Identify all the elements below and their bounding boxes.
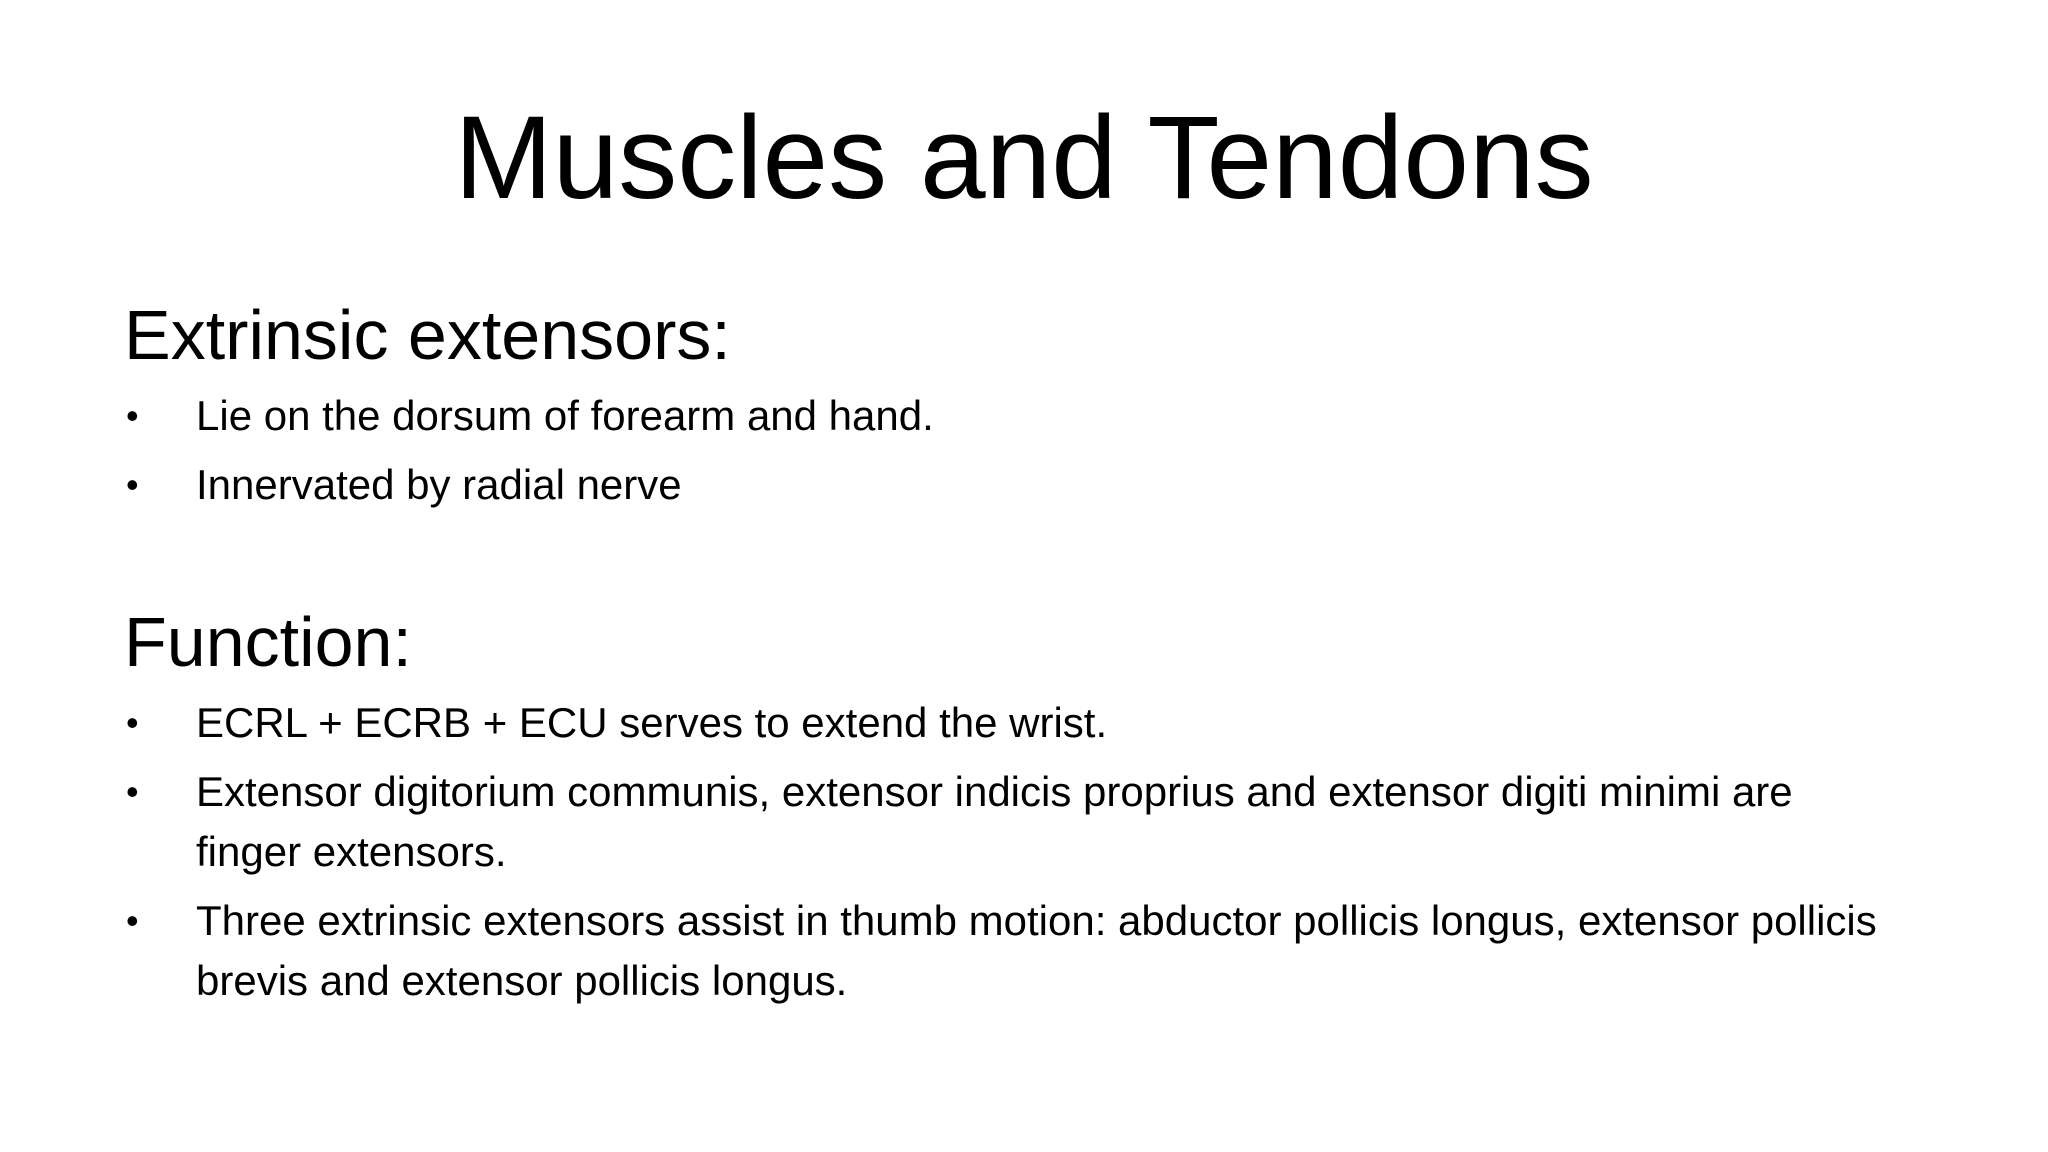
list-item [124,693,1904,753]
section-heading-extrinsic-extensors: Extrinsic extensors: [124,296,731,374]
slide-body [124,290,1904,1011]
list-item [124,891,1904,1011]
list-item-text: Extensor digitorium communis, extensor indicis proprius and extensor digiti minimi are finger extensors. [196,768,1793,875]
list-item [124,762,1904,882]
list-item-text: Lie on the dorsum of forearm and hand. [196,392,934,439]
bullet-icon: • [126,395,139,436]
list-item-text: ECRL + ECRB + ECU serves to extend the wrist. [196,699,1108,746]
bullet-icon: • [126,464,139,505]
list-item-text: Three extrinsic extensors assist in thumb motion: abductor pollicis longus, extensor pollicis brevis and extensor pollicis longus. [196,897,1877,1004]
list-item-text: Innervated by radial nerve [196,461,682,508]
bullet-icon: • [126,702,139,743]
bullet-icon: • [126,771,139,812]
slide-title: Muscles and Tendons [454,92,1594,224]
section-heading-function: Function: [124,603,412,681]
function-list [124,693,1904,1011]
bullet-icon: • [126,900,139,941]
extrinsic-extensors-list [124,386,1904,515]
list-item [124,386,1904,446]
list-item [124,455,1904,515]
